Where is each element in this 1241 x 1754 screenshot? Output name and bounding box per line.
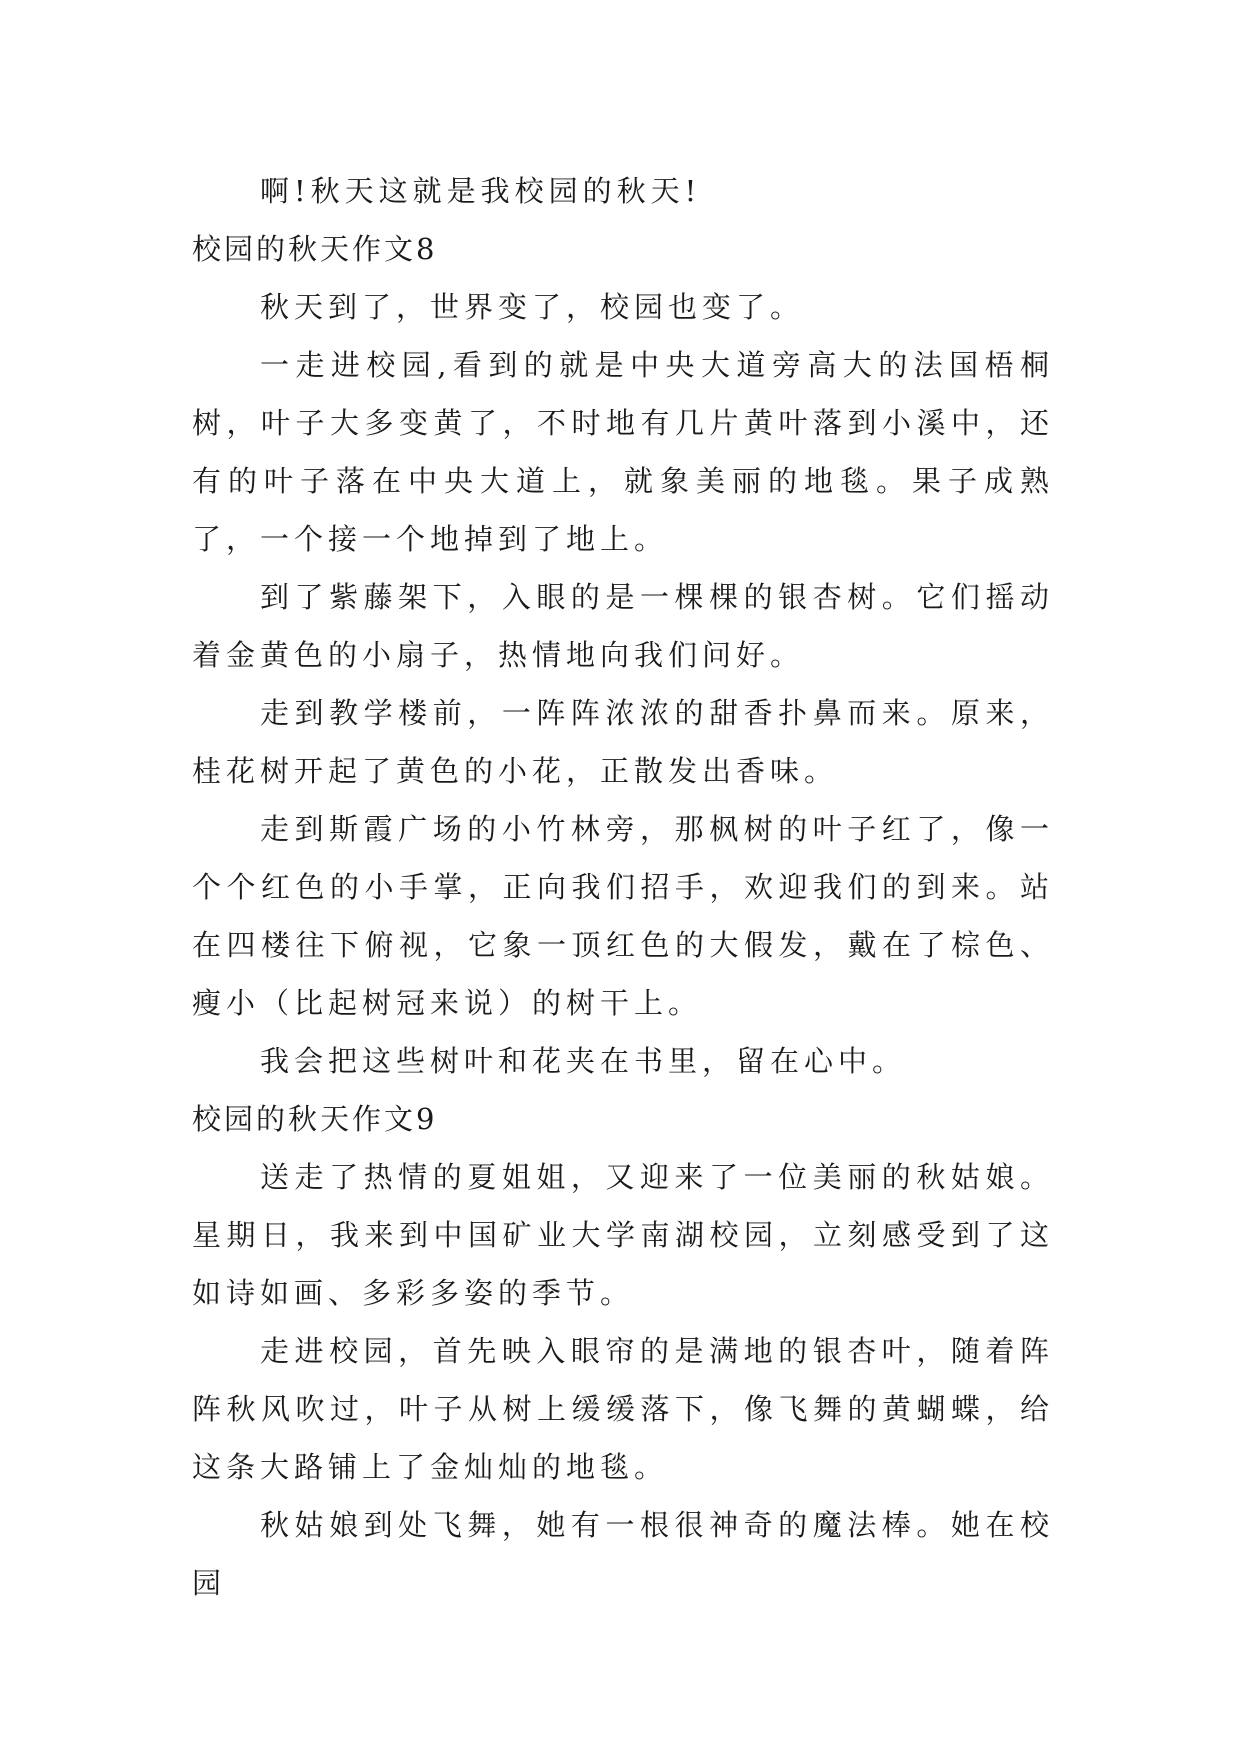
paragraph: 一走进校园,看到的就是中央大道旁高大的法国梧桐树，叶子大多变黄了，不时地有几片黄叶落到小溪中，还有的叶子落在中央大道上，就象美丽的地毯。果子成熟了，一个接一个地掉到了地上。 [192, 348, 1054, 556]
document-page [192, 162, 1054, 1612]
paragraph: 走进校园，首先映入眼帘的是满地的银杏叶，随着阵阵秋风吹过，叶子从树上缓缓落下，像飞舞的黄蝴蝶，给这条大路铺上了金灿灿的地毯。 [192, 1334, 1054, 1484]
paragraph: 秋天到了，世界变了，校园也变了。 [260, 290, 805, 324]
paragraph: 走到教学楼前，一阵阵浓浓的甜香扑鼻而来。原来，桂花树开起了黄色的小花，正散发出香味。 [192, 696, 1054, 788]
paragraph: 到了紫藤架下，入眼的是一棵棵的银杏树。它们摇动着金黄色的小扇子，热情地向我们问好。 [192, 580, 1054, 672]
section-heading-essay-8: 校园的秋天作文8 [192, 232, 438, 266]
paragraph: 秋姑娘到处飞舞，她有一根很神奇的魔法棒。她在校园 [192, 1508, 1054, 1600]
paragraph: 啊!秋天这就是我校园的秋天! [260, 174, 702, 208]
paragraph: 走到斯霞广场的小竹林旁，那枫树的叶子红了，像一个个红色的小手掌，正向我们招手，欢迎我们的到来。站在四楼往下俯视，它象一顶红色的大假发，戴在了棕色、瘦小（比起树冠来说）的树干上。 [192, 812, 1054, 1020]
paragraph: 我会把这些树叶和花夹在书里，留在心中。 [260, 1044, 907, 1078]
section-heading-essay-9: 校园的秋天作文9 [192, 1102, 438, 1136]
paragraph: 送走了热情的夏姐姐，又迎来了一位美丽的秋姑娘。星期日，我来到中国矿业大学南湖校园，立刻感受到了这如诗如画、多彩多姿的季节。 [192, 1160, 1054, 1310]
